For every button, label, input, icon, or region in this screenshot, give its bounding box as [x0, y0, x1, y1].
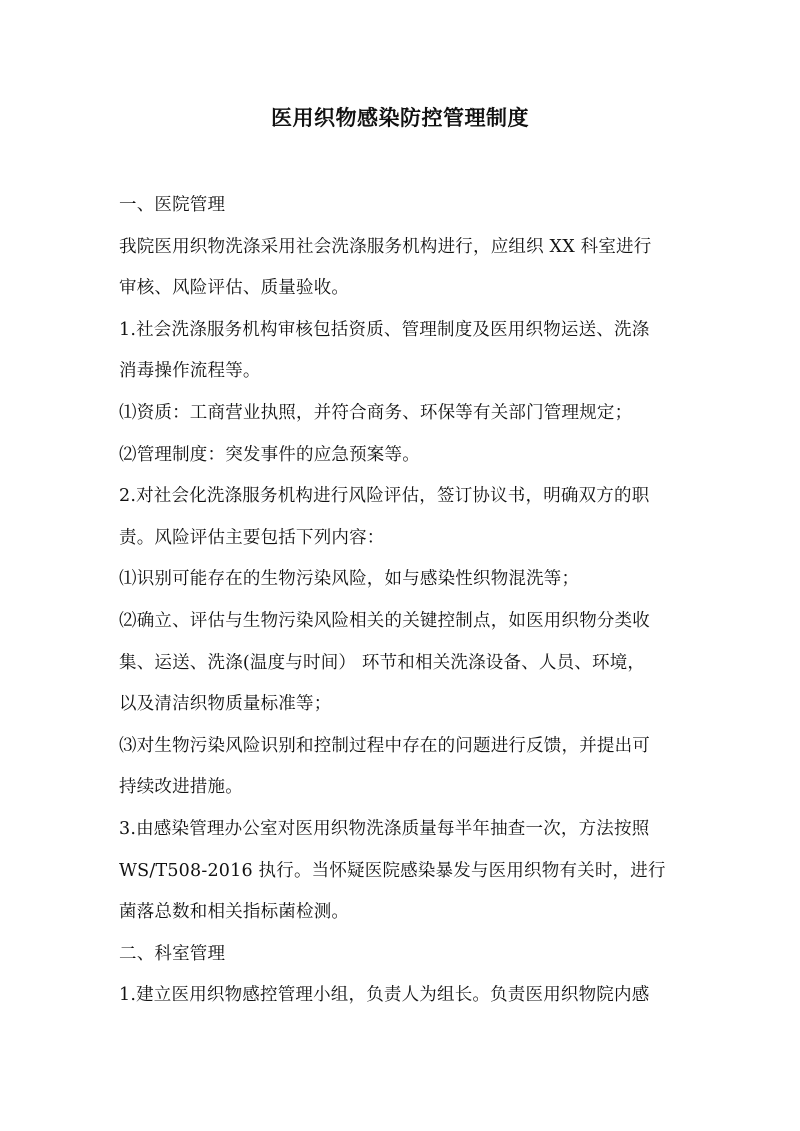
- paragraph-line: ⑴资质：工商营业执照，并符合商务、环保等有关部门管理规定；: [119, 402, 633, 423]
- paragraph-line: 集、运送、洗涤(温度与时间） 环节和相关洗涤设备、人员、环境，: [119, 652, 646, 673]
- section-heading-department-management: 二、科室管理: [119, 943, 226, 964]
- paragraph-line: ⑶对生物污染风险识别和控制过程中存在的问题进行反馈，并提出可: [119, 735, 650, 756]
- paragraph-line: WS/T508-2016 执行。当怀疑医院感染暴发与医用织物有关时，进行: [119, 860, 666, 881]
- document-body: [119, 185, 689, 1017]
- paragraph-line: ⑵管理制度：突发事件的应急预案等。: [119, 444, 420, 465]
- paragraph-line: ⑴识别可能存在的生物污染风险，如与感染性织物混洗等；: [119, 569, 580, 590]
- paragraph-line: 我院医用织物洗涤采用社会洗涤服务机构进行，应组织 XX 科室进行: [119, 236, 652, 257]
- document-title: 医用织物感染防控管理制度: [271, 105, 529, 130]
- paragraph-line: 持续改进措施。: [119, 777, 243, 798]
- paragraph-line: 审核、风险评估、质量验收。: [119, 278, 350, 299]
- paragraph-line: 责。风险评估主要包括下列内容：: [119, 527, 385, 548]
- paragraph-line: 1.建立医用织物感控管理小组，负责人为组长。负责医用织物院内感: [119, 985, 650, 1006]
- paragraph-line: ⑵确立、评估与生物污染风险相关的关键控制点，如医用织物分类收: [119, 610, 650, 631]
- paragraph-line: 以及清洁织物质量标准等；: [119, 694, 332, 715]
- paragraph-line: 消毒操作流程等。: [119, 361, 261, 382]
- section-heading-hospital-management: 一、医院管理: [119, 195, 226, 215]
- paragraph-line: 2.对社会化洗涤服务机构进行风险评估，签订协议书，明确双方的职: [119, 486, 650, 507]
- paragraph-line: 1.社会洗涤服务机构审核包括资质、管理制度及医用织物运送、洗涤: [119, 319, 650, 340]
- paragraph-line: 3.由感染管理办公室对医用织物洗涤质量每半年抽查一次，方法按照: [119, 818, 650, 839]
- paragraph-line: 菌落总数和相关指标菌检测。: [119, 902, 350, 923]
